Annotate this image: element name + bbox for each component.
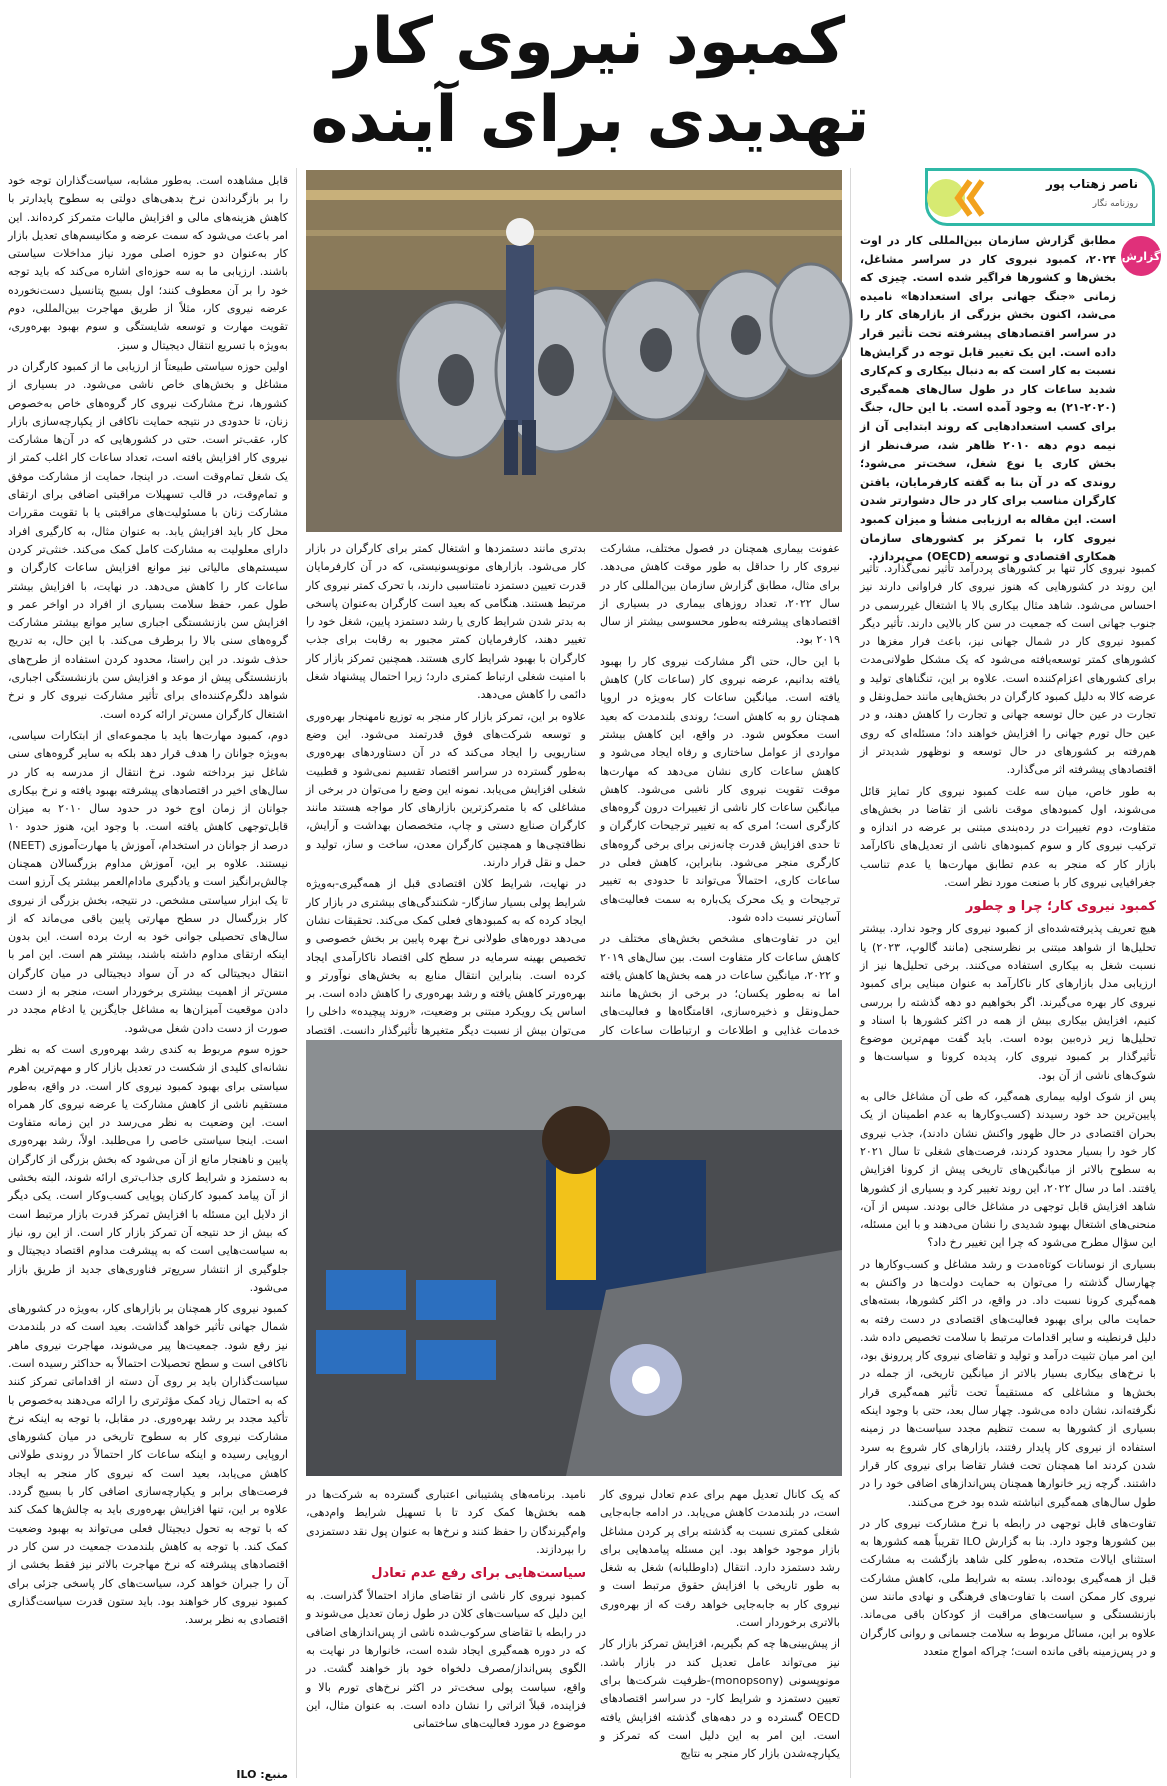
lead-paragraph: مطابق گزارش سازمان بین‌المللی کار در اوت ۲۰۲۴، کمبود نیروی کار در سراسر مشاغل، بخش‌ها و کشورها فراگیر شده است. چیزی که زمانی «جنگ جهانی برای استعدادها» نامیده می‌شد، اکنون بخش بزرگی از بازارهای کار را در سراسر اقتصادهای پیشرفته تحت تأثیر قرار داده است. این یک تغییر قابل توجه در گرایش‌ها نسبت به کار است که به دنبال بیکاری و کم‌کاری شدید ساعات کار در طول سال‌های همه‌گیری (۲۰۲۰-۲۱) به وجود آمده است. با این حال، جنگ برای کسب استعدادهایی که روند ابتدایی آن از نیمه دوم دهه ۲۰۱۰ ظاهر شد، صرف‌نظر از بخش کاری یا نوع شغل، سخت‌تر می‌شود؛ روندی که در آن بنا به گفته کارفرمایان، یافتن کارگران مناسب برای کار در حال دشوارتر شدن است. این مقاله به ارزیابی منشأ و میزان کمبود نیروی کار، با تمرکز بر کشورهای سازمان همکاری اقتصادی و توسعه (OECD) می‌پردازد.: [860, 234, 1116, 564]
headline-line-1: کمبود نیروی کار: [334, 5, 846, 79]
col3-paragraph-2: علاوه بر این، تمرکز بازار کار منجر به توزیع نامهنجار بهره‌وری و توسعه شرکت‌های فوق قدرتمند می‌شود. این وضع سناریویی را ایجاد می‌کند که در آن دستاوردهای بهره‌وری به‌طور گسترده در سراسر اقتصاد تقسیم نمی‌شود و قطبیت شغلی افزایش می‌یابد. نمونه این وضع را می‌توان در برخی از مشاغلی که با متمرکزترین بازارهای کار مواجه هستند مانند کارگران صنایع دستی و چاپ، متخصصان بهداشت و آرایش، نظافتچی‌ها و همچنین کارگران معدن، ساخت و ساز، تولید و حمل و نقل قرار دارند.: [306, 709, 586, 870]
column-lead: [860, 232, 1116, 564]
column-4: [8, 172, 288, 1760]
col3b-paragraph-2: کمبود نیروی کار ناشی از تقاضای مازاد احتمالاً گذراست. به این دلیل که سیاست‌های کلان در طول زمان تعدیل می‌شوند و در رابطه با تقاضای سرکوب‌شده ناشی از پس‌اندازهای اضافی که در دوره همه‌گیری ایجاد شده است، خانوارها در نهایت به الگوی پس‌انداز/مصرف دلخواه خود باز خواهند گشت. در واقع، سیاست پولی سخت‌تر در اکثر نرخ‌های تورم بالا و فزاینده، قبلاً اثراتی را نشان داده است. به عنوان مثال، این موضوع در مورد فعالیت‌های ساختمانی: [306, 1589, 586, 1731]
col4-paragraph-1: قابل مشاهده است. به‌طور مشابه، سیاست‌گذاران توجه خود را بر بازگرداندن نرخ بدهی‌های دولتی به سطوح پایدارتر با کاهش هزینه‌های مالی و افزایش مالیات متمرکز کرده‌اند. این امر باعث می‌شود که سمت عرضه و مکانیسم‌های تعدیل بازار کار به‌عنوان دو حوزه اصلی مورد نیاز مداخلات سیاستی باشند. ارزیابی ما به سه حوزه‌ای اشاره می‌کند که باید توجه خود را بر آن معطوف کنند؛ اول بسیج پتانسیل دست‌نخورده عرضه نیروی کار، مثلاً از طریق مهاجرت بین‌المللی، دوم تقویت مهارت و توسعه شایستگی و سوم بهبود بهره‌وری، به‌ویژه با تسریع انتقال دیجیتال و سبز.: [8, 174, 288, 352]
column-2-top: [600, 540, 841, 1037]
col3b-paragraph-1: نامید. برنامه‌های پشتیبانی اعتباری گسترده به شرکت‌ها در همه بخش‌ها کمک کرد تا با تسهیل شرایط وام‌دهی، وام‌گیرندگان را حفظ کنند و نرخ‌ها به عنوان پول نقد دستمزدی را بپردازند.: [306, 1488, 586, 1556]
col1-paragraph-2: به طور خاص، میان سه علت کمبود نیروی کار تمایز قائل می‌شوند، اول کمبودهای موقت ناشی از تقاضا در بخش‌های متفاوت، دوم تغییرات در رده‌بندی مبتنی بر عرضه در اندازه و ترکیب نیروی کار و سوم کمبودهای ناشی از تعدیل‌های ناکارآمد بازار کار که منجر به عدم تطابق مهارت‌ها یا عدم تناسب جغرافیایی نیروی کار با صنعت مورد نظر است.: [860, 784, 1156, 890]
column-divider-left: [296, 168, 297, 1778]
col4-paragraph-2: اولین حوزه سیاستی طبیعتاً از ارزیابی ما از کمبود کارگران در مشاغل و بخش‌های خاص ناشی می‌شود. در بسیاری از کشورها، نرخ مشارکت نیروی کار گروه‌های خاص به‌خصوص زنان، تا حدودی در نتیجه حمایت ناکافی از یکپارچه‌سازی بازار کار، عقب‌تر است. حتی در کشورهایی که در آن‌ها مشارکت نیروی کار افزایش یافته است، تعداد ساعات کار اغلب کمتر از یک شغل تمام‌وقت است. در اینجا، حمایت از مشارکت موفق و تمام‌وقت، در قالب تسهیلات مراقبتی اضافی برای ارتقای مشارکت زنان با مسئولیت‌های مراقبتی یا با تقویت مقررات محل کار باید افزایش یابد. به عنوان مثال، به کارگیری افراد دارای معلولیت به مشارکت کامل کمک می‌کند. خنثی‌تر کردن سیستم‌های مالیاتی نیز موانع افزایش ساعات کارگران و ساعات کار را کاهش می‌دهد. در نهایت، با افزایش بیشتر طول عمر، حفظ سلامت بسیاری از افراد در اواخر عمر و افزایش سن بازنشستگی اجباری سایر موانع بیشتر مشارکت گروه‌های سنی بالا را برطرف می‌کند. با این حال، به تدریج حذف شوند. در این راستا، محدود کردن استفاده از طرح‌های بازنشستگی پیش از موعد و افزایش سن بازنشستگی اجباری، شواهد دلگرم‌کننده‌ای برای تأثیر مشارکت نیروی کار و نرخ اشتغال کارگران مسن‌تر ارائه کرده است.: [8, 359, 288, 721]
author-name: ناصر زهتاب پور: [1045, 177, 1138, 191]
photo-steel-coils: [306, 170, 842, 532]
col4-paragraph-4: حوزه سوم مربوط به کندی رشد بهره‌وری است که به نظر نشانه‌ای کلیدی از شکست در تعدیل بازار کار و مهم‌ترین اهرم سیاستی برای بهبود کمبود نیروی کار است. در واقع، به‌طور مستقیم ناشی از کاهش مشارکت یا عرضه نیروی کار همراه است. این وضعیت به نظر می‌رسد در این زمانه متفاوت است. اینجا سیاستی خاصی را می‌طلبد. اولاً، رشد بهره‌وری پایین و ناهنجار مانع از آن می‌شود که بخش بزرگی از کارگران به دستمزد و شرایط کاری جذاب‌تری ارائه شوند، البته بخشی از آن پیامد کمبود کارکنان پوپایی کسب‌وکار است. یکی دیگر از دلایل این مسئله با افزایش تمرکز قدرت بازار مرتبط است که بیش از حد نتیجه آن تمرکز بازار کار است. از این رو، نیاز به سیاست‌هایی است که به پیشرفت مداوم اقتصاد دیجیتال و جلوگیری از انتشار سریع‌تر فناوری‌های جدید از طریق بازار می‌شود.: [8, 1042, 288, 1294]
col2b-paragraph-1: که یک کانال تعدیل مهم برای عدم تعادل نیروی کار است، در بلندمدت کاهش می‌یابد. در ادامه جابه‌جایی شغلی کمتری نسبت به گذشته برای پر کردن مشاغل بازار موجود خواهد بود. این مسئله پیامدهایی برای رشد دستمزد دارد. انتقال (داوطلبانه) شغل به شغل به طور تاریخی با افزایش حقوق مرتبط است و نیروی کار به جابه‌جایی خواهد رفت که از بهره‌وری بالاتری برخوردار است.: [600, 1488, 840, 1630]
author-box: [925, 168, 1155, 226]
subhead-why-and-how: کمبود نیروی کار؛ چرا و چطور: [965, 899, 1156, 915]
col4-paragraph-3: دوم، کمبود مهارت‌ها باید با مجموعه‌ای از ابتکارات سیاسی، به‌ویژه جوانان را هدف قرار دهد بلکه به سایر گروه‌های سنی شاغل نیز برداخته شود. نرخ انتقال از مدرسه به کار در سال‌های اخیر در اقتصادهای پیشرفته بهبود یافته و نرخ بیکاری جوانان از زمان اوج خود در حدود سال ۲۰۱۰ به میزان قابل‌توجهی کاهش یافته است. با وجود این، هنوز حدود ۱۰ درصد از جوانان در استخدام، آموزش یا مهارت‌آموزی (NEET) نیستند. علاوه بر این، آموزش مداوم بزرگسالان همچنان چالش‌برانگیز است و یادگیری مادام‌العمر بیشتر یک آرزو است تا یک ابزار سیاستی مشخص. در نتیجه، بخش بزرگی از نیروی کار بزرگسال در سطح مهارتی پایین باقی می‌ماند که از سال‌های تحصیلی جوانی خود به ارث برده است. این بدون اینکه ارتقای مداوم داشته باشند، بیشتر هم است. این امر با انتقال دیجیتالی که در آن سواد دیجیتالی در میان کارگران مسن‌تر از اهمیت بیشتری برخوردار است، منجر به از دست دادن موقعیت آمیزان‌ها به مشاغل جایگزین یا ادغام مجدد در صورت از دست دادن شغل می‌شود.: [8, 728, 288, 1035]
col1-paragraph-6: تفاوت‌های قابل توجهی در رابطه با نرخ مشارکت نیروی کار در بین کشورها وجود دارد. بنا به گزارش ILO تقریباً همه کشورها به استثنای ایالات متحده، به‌طور کلی شاهد بازگشت به مشارکت قبل از همه‌گیری بوده‌اند. بسته به شرایط ملی، کاهش مشارکت نیروی کار ممکن است با تفاوت‌های فرهنگی و نهادی مانند سن بازنشستگی و سیاست‌های مراقبت از کودکان باقی می‌ماند. علاوه بر این، مسائل مربوط به سلامت جسمانی و روانی کارگران و در پس‌زمینه باقی مانده است؛ چراکه امواج متعدد: [860, 1516, 1156, 1658]
headline-line-2: تهدیدی برای آینده: [310, 83, 870, 157]
col2-paragraph-2: با این حال، حتی اگر مشارکت نیروی کار را بهبود یافته بدانیم، عرضه نیروی کار (ساعات کار) کاهش یافته است. میانگین ساعات کار به‌ویژه در اروپا همچنان رو به کاهش است؛ روندی بلندمدت که بعید است معکوس شود. در واقع، این کاهش بیشتر مواردی از عوامل ساختاری و رفاه ایجاد می‌شود و کاهش ساعات کاری نشان می‌دهد که مهارت‌ها موقت تقویت نیروی کار ناشی می‌شود. کاهش میانگین ساعات کار ناشی از تغییرات درون گروه‌های کارگری است؛ امری که به تغییر ترجیحات کارگران و تا حدی افزایش قدرت چانه‌زنی برای برخی گروه‌های کارگری منجر می‌شود. بنابراین، کاهش فعلی در ساعات کاری، احتمالاً می‌تواند تا حدودی به تغییر ترجیحات و یک محرک یک‌باره به سمت فعالیت‌های آسان‌تر نسبت داده شود.: [600, 654, 840, 924]
subhead-policies: سیاست‌هایی برای رفع عدم تعادل: [371, 1566, 586, 1582]
col2-paragraph-3: این در تفاوت‌های مشخص بخش‌های مختلف در کاهش ساعات کار متفاوت است. بین سال‌های ۲۰۱۹ و ۲۰۲۲، میانگین ساعات در همه بخش‌ها کاهش یافته اما نه به‌طور یکسان؛ در برخی از بخش‌ها مانند حمل‌ونقل و ذخیره‌سازی، اقامتگاه‌ها و فعالیت‌های خدمات غذایی و اطلاعات و ارتباطات ساعات کار: [600, 932, 840, 1037]
photo-welder: [306, 1040, 842, 1476]
col1-paragraph-5: بسیاری از نوسانات کوتاه‌مدت و رشد مشاغل و کسب‌وکارها در چهارسال گذشته را می‌توان به حمایت دولت‌ها در واکنش به همه‌گیری کرونا نسبت داد. در واقع، در اکثر کشورها، بسته‌های حمایت مالی برای بهبود فعالیت‌های اقتصادی در دست رفته به دلیل قرنطینه و سایر اقدامات مرتبط با سلامت تخصیص داده شد. این امر میان تثبیت درآمد و تولید و تقاضای نیروی کار پررونق بود، با نرخ‌های بیکاری بسیار بالاتر از میانگین تاریخی، از جمله در بخش‌ها و مشاغلی که مستقیماً تحت تأثیر همه‌گیری قرار نگرفته‌اند، نشان داده می‌شود. چهار سال بعد، حتی با وجود اینکه بسیاری از کشورها به سمت تنظیم مجدد سیاست‌ها در زمینه استفاده از نیروی کار پایدار رفتند، بازارهای کار شروع به سرد شدن کردند اما همچنان تحت فشار تقاضا برای نیروی کار قرار داشتند. گرچه زیر خانوارها همچنان پس‌اندازهای اضافی خود را در طول سال‌های همه‌گیری انباشته شده بود خرج می‌کنند.: [860, 1257, 1156, 1509]
col1-paragraph-4: پس از شوک اولیه بیماری همه‌گیر، که طی آن مشاغل خالی به پایین‌ترین حد خود رسیدند (کسب‌وکارها به عدم اطمینان از یک بحران اقتصادی در حال ظهور واکنش نشان دادند)، جذب نیروی کار خود را بسیار محدود کردند، فرصت‌های شغلی تا سال ۲۰۲۱ به سطوح بالاتر از میانگین‌های تاریخی پیش از کرونا افزایش یافتند. اما در سال ۲۰۲۲، این روند تغییر کرد و بسیاری از کشورها شاهد افزایش قابل توجهی در مشاغل خالی بودند. سپس از آن، منحنی‌های اشتغال بهبود شدیدی را نشان می‌دهند و با این مسئله، این سؤال مطرح می‌شود که چرا این تغییر رخ داد؟: [860, 1090, 1156, 1250]
chevron-arrows-icon: [922, 175, 992, 221]
column-3-top: [306, 540, 586, 1037]
column-2-bottom: [600, 1486, 840, 1780]
author-role: روزنامه نگار: [1092, 199, 1138, 209]
column-divider: [850, 168, 851, 1778]
col4-paragraph-5: کمبود نیروی کار همچنان بر بازارهای کار، به‌ویژه در کشورهای شمال جهانی تأثیر خواهد گذاشت. بعید است که در بلندمدت نیز رفع شود. جمعیت‌ها پیر می‌شوند، مهاجرت نیروی ماهر ناکافی است و سطح تحصیلات احتمالاً به حداکثر رسیده است. سیاست‌گذاران باید بر روی آن دسته از اقداماتی تمرکز کنند که به احتمال زیاد کمک مؤثرتری را ارائه می‌دهند به‌خصوص با تأکید مجدد بر رشد بهره‌وری. در مقابل، با توجه به اینکه نرخ مشارکت نیروی کار به سطوح تاریخی در میان کشورهای اروپایی رسیده و اینکه ساعات کار احتمالاً در روندی طولانی کاهش می‌یابد، بعید است که نیروی کار منجر به ایجاد فرصت‌های برابر و یکپارچه‌سازی اضافی کار با بسیج گردد. علاوه بر این، تنها افزایش بهره‌وری باید به چالش‌ها کمک کند که با توجه به تحول دیجیتال فعلی می‌تواند به بهبود وضعیت کمک کند. با توجه به کاهش بلندمدت جمعیت در سن کار در اقتصادهای پیشرفته که نرخ مهاجرت بالاتر نیز فقط بخشی از آن را جبران خواهد کرد، سیاست‌های کار پاسخی جزئی برای کمبود نیروی کار خواهند بود. باید ستون قدرت سیاست‌گذاری اقتصادی به نظر برسد.: [8, 1302, 288, 1627]
col2b-paragraph-2: از پیش‌بینی‌ها چه کم بگیریم، افزایش تمرکز بازار کار نیز می‌تواند عامل تعدیل کند در بازار باشد. مونوپسونی (monopsony)-ظرفیت شرکت‌ها برای تعیین دستمزد و شرایط کار- در سراسر اقتصادهای OECD گسترده و در دهه‌های گذشته افزایش یافته است. این امر به این دلیل است که تمرکز و یکپارچه‌شدن بازار کار منجر به نتایج: [600, 1637, 840, 1761]
col3-paragraph-1: بدتری مانند دستمزدها و اشتغال کمتر برای کارگران در بازار کار می‌شود. بازارهای مونوپسونیستی، که در آن کارفرمایان قدرت تعیین دستمزد نامتناسبی دارند، با تحرک کمتر نیروی کار مرتبط هستند. هنگامی که بعید است کارگران به‌عنوان پاسخی به بدتر شدن شرایط کاری یا رشد دستمزد پایین، شغل خود را تغییر دهند، کارفرمایان کمتر مجبور به رقابت برای جذب کارگران با بهبود شرایط کاری هستند. همچنین تمرکز بازار کار با امنیت شغلی ارتباط کمتری دارد؛ زیرا احتمال پیشنهاد شغل دائمی را کاهش می‌دهد.: [306, 542, 586, 702]
column-1: [860, 560, 1156, 1780]
source-line: منبع: ILO: [236, 1768, 288, 1781]
col1-paragraph-1: کمبود نیروی کار تنها بر کشورهای پردرآمد تأثیر نمی‌گذارد. تأثیر این روند در کشورهایی که هنوز نیروی کار فراوانی دارند نیز احساس می‌شود. شاهد مثال بیکاری بالا یا اشتغال غیررسمی در جنوب جهانی است که جمعیت در سن کار بالایی دارند. تأثیر دیگر کمبود نیروی کار در شمال جهانی نیز، باعث فرار مغزها در کشورهای کمتر توسعه‌یافته می‌شود که یک مشکل طولانی‌مدت برای کشورهای اعزام‌کننده است. علاوه بر این، تنگناهای تولید و عرضه کالا به دلیل کمبود کارگران در بخش‌هایی مانند حمل‌ونقل و تجارت در عین حال توسعه جهانی و تجارت را کاهش دهند، و در عین حال تورم جهانی را افزایش خواهند داد؛ مسئله‌ای که روی هم‌رفته بر کشورهای در حال توسعه و نوظهور شدیدتر از اقتصادهای پیشرفته اثر می‌گذارد.: [860, 562, 1156, 777]
col3-paragraph-3: در نهایت، شرایط کلان اقتصادی قبل از همه‌گیری-به‌ویژه شرایط پولی بسیار سازگار- شکنندگی‌های بیشتری در بازار کار ایجاد کرده که به کمبودهای فعلی کمک می‌کند. تحقیقات نشان می‌دهد دوره‌های طولانی نرخ بهره پایین بر بخش خصوصی و تخصیص بهینه سرمایه در سطح کلی اقتصاد ناکارآمدی ایجاد کرده است. بنابراین انتقال منابع به بخش‌های نوآورتر و بهره‌ورتر کاهش یافته و رشد بهره‌وری را کاهش داده است. بر اساس یک رویکرد مبتنی بر وضعیت، «روند پیچیده» داخلی را می‌توان بیش از نسبت دیگر متغیرها تأثیرگذار دانست. اقتصاد: [306, 877, 586, 1037]
section-tag-badge: گزارش: [1121, 236, 1161, 276]
col1-paragraph-3: هیچ تعریف پذیرفته‌شده‌ای از کمبود نیروی کار وجود ندارد. بیشتر تحلیل‌ها از شواهد مبتنی بر نظرسنجی (مانند گالوپ، ۲۰۲۳) یا نسبت شغل به بیکاری استفاده می‌کنند. برخی تحلیل‌ها نیز از ارزیابی مدل بازارهای کار ناکارآمد به عنوان مبنایی برای کمبود نیروی کار بهره می‌گیرند. اگر بخواهیم دو دهه گذشته را بررسی کنیم، افزایش بیکاری بیش از همه در اکثر کشورها با اسناد و تحلیل‌ها زیر ذره‌بین بوده است. باید گفت مهم‌ترین موضوع تأثیرگذار بر کمبود نیروی کار، پدیده کرونا و سیاست‌ها و شوک‌های ناشی از آن بود.: [860, 922, 1156, 1082]
column-3-bottom: [306, 1486, 586, 1780]
col2-paragraph-1: عفونت بیماری همچنان در فصول مختلف، مشارکت نیروی کار را حداقل به طور موقت کاهش می‌دهد. برای مثال، مطابق گزارش سازمان بین‌المللی کار در سال ۲۰۲۲، تعداد روزهای بیماری در بسیاری از اقتصادهای پیشرفته به‌طور محسوسی بیشتر از سال ۲۰۱۹ بود.: [600, 542, 841, 647]
